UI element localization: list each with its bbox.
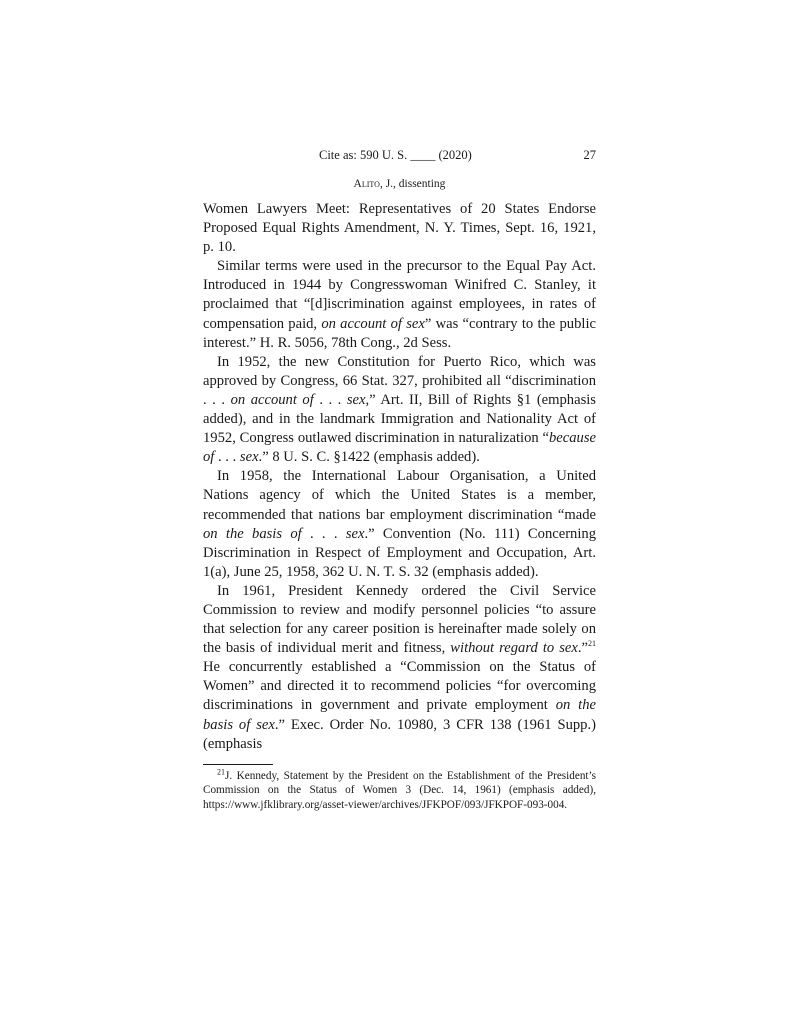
paragraph-text: . . . bbox=[214, 449, 240, 466]
emphasis-text: without regard to sex bbox=[450, 640, 578, 657]
opinion-body bbox=[203, 200, 596, 754]
running-header bbox=[203, 148, 596, 170]
emphasis-text: sex bbox=[346, 391, 366, 408]
paragraph-text: ,” Art. II, Bill of Rights §1 (emphasis added), and in the landmark Immigration and Nationality Act of 1952, Congress outlawed discrimination in naturalization “ bbox=[203, 391, 596, 447]
footnote-divider bbox=[203, 764, 273, 765]
citation-line: Cite as: 590 U. S. ____ (2020) bbox=[319, 148, 472, 162]
paragraph-text: .” bbox=[577, 640, 588, 657]
paragraph-text: ” was “contrary to the public interest.” H. R. 5056, 78th Cong., 2d Sess. bbox=[203, 315, 596, 351]
page-number: 27 bbox=[583, 148, 596, 162]
paragraph-text: Women Lawyers Meet: Representatives of 20 States Endorse Proposed Equal Rights Amendment, N. Y. Times, Sept. 16, 1921, p. 10. bbox=[203, 201, 596, 256]
paragraph-text: Similar terms were used in the precursor to the Equal Pay Act. Introduced in 1944 by Congresswoman Winifred C. Stanley, it proclaimed that “[d]iscrimination against employees, in rates of compensation paid, bbox=[203, 258, 596, 332]
paragraph-text: .” Convention (No. 111) Concerning Discrimination in Respect of Employment and Occupation, Art. 1(a), June 25, 1958, 362 U. N. T. S. 32 (emphasis added). bbox=[203, 525, 597, 580]
emphasis-text: because of bbox=[203, 430, 596, 466]
paragraph-text: .” 8 U. S. C. §1422 (emphasis added). bbox=[258, 449, 480, 466]
paragraph-text: He concurrently established a “Commission on the Status of Women” and directed it to recommend policies “for overcoming discriminations in government and private employment bbox=[203, 659, 596, 714]
footnote-marker: 21 bbox=[217, 766, 225, 776]
paragraph-2 bbox=[203, 353, 596, 468]
paragraph-0 bbox=[203, 200, 596, 257]
paragraph-text: . . . bbox=[301, 525, 346, 542]
opinion-author-line bbox=[203, 178, 596, 190]
emphasis-text: on the basis of bbox=[203, 525, 302, 542]
paragraph-1 bbox=[203, 257, 596, 352]
emphasis-text: on account of bbox=[230, 391, 314, 408]
paragraph-3 bbox=[203, 467, 596, 582]
emphasis-text: sex bbox=[239, 449, 259, 466]
footnote-21 bbox=[203, 766, 596, 812]
paragraph-text: . . . bbox=[313, 391, 347, 408]
footnote-ref-21[interactable]: 21 bbox=[588, 639, 596, 649]
paragraph-4 bbox=[203, 582, 596, 754]
paragraph-text: In 1952, the new Constitution for Puerto Rico, which was approved by Congress, 66 Stat. 327, prohibited all “discrimination . . . bbox=[203, 353, 596, 408]
emphasis-text: sex bbox=[345, 525, 365, 542]
paragraph-text: .” Exec. Order No. 10980, 3 CFR 138 (1961 Supp.) (emphasis bbox=[203, 716, 596, 752]
opinion-type: , J., dissenting bbox=[379, 178, 446, 190]
paragraph-text: In 1958, the International Labour Organisation, a United Nations agency of which the United States is a member, recommended that nations bar employment discrimination “made bbox=[203, 468, 596, 523]
paragraph-text: In 1961, President Kennedy ordered the Civil Service Commission to review and modify personnel policies “to assure that selection for any career position is hereinafter made solely on the basis of individual merit and fitness, bbox=[203, 582, 596, 657]
opinion-page bbox=[203, 148, 596, 812]
footnote-text: J. Kennedy, Statement by the President on the Establishment of the President’s Commission on the Status of Women 3 (Dec. 14, 1961) (emphasis added), https://www.jfklibrary.org/asset-viewer/archives/JFKPOF/093/JFKPOF-093-004. bbox=[203, 769, 596, 811]
footnotes bbox=[203, 766, 596, 812]
emphasis-text: on account of sex bbox=[321, 315, 425, 332]
emphasis-text: on the basis of sex bbox=[203, 697, 596, 733]
justice-name: Alito bbox=[353, 178, 380, 190]
